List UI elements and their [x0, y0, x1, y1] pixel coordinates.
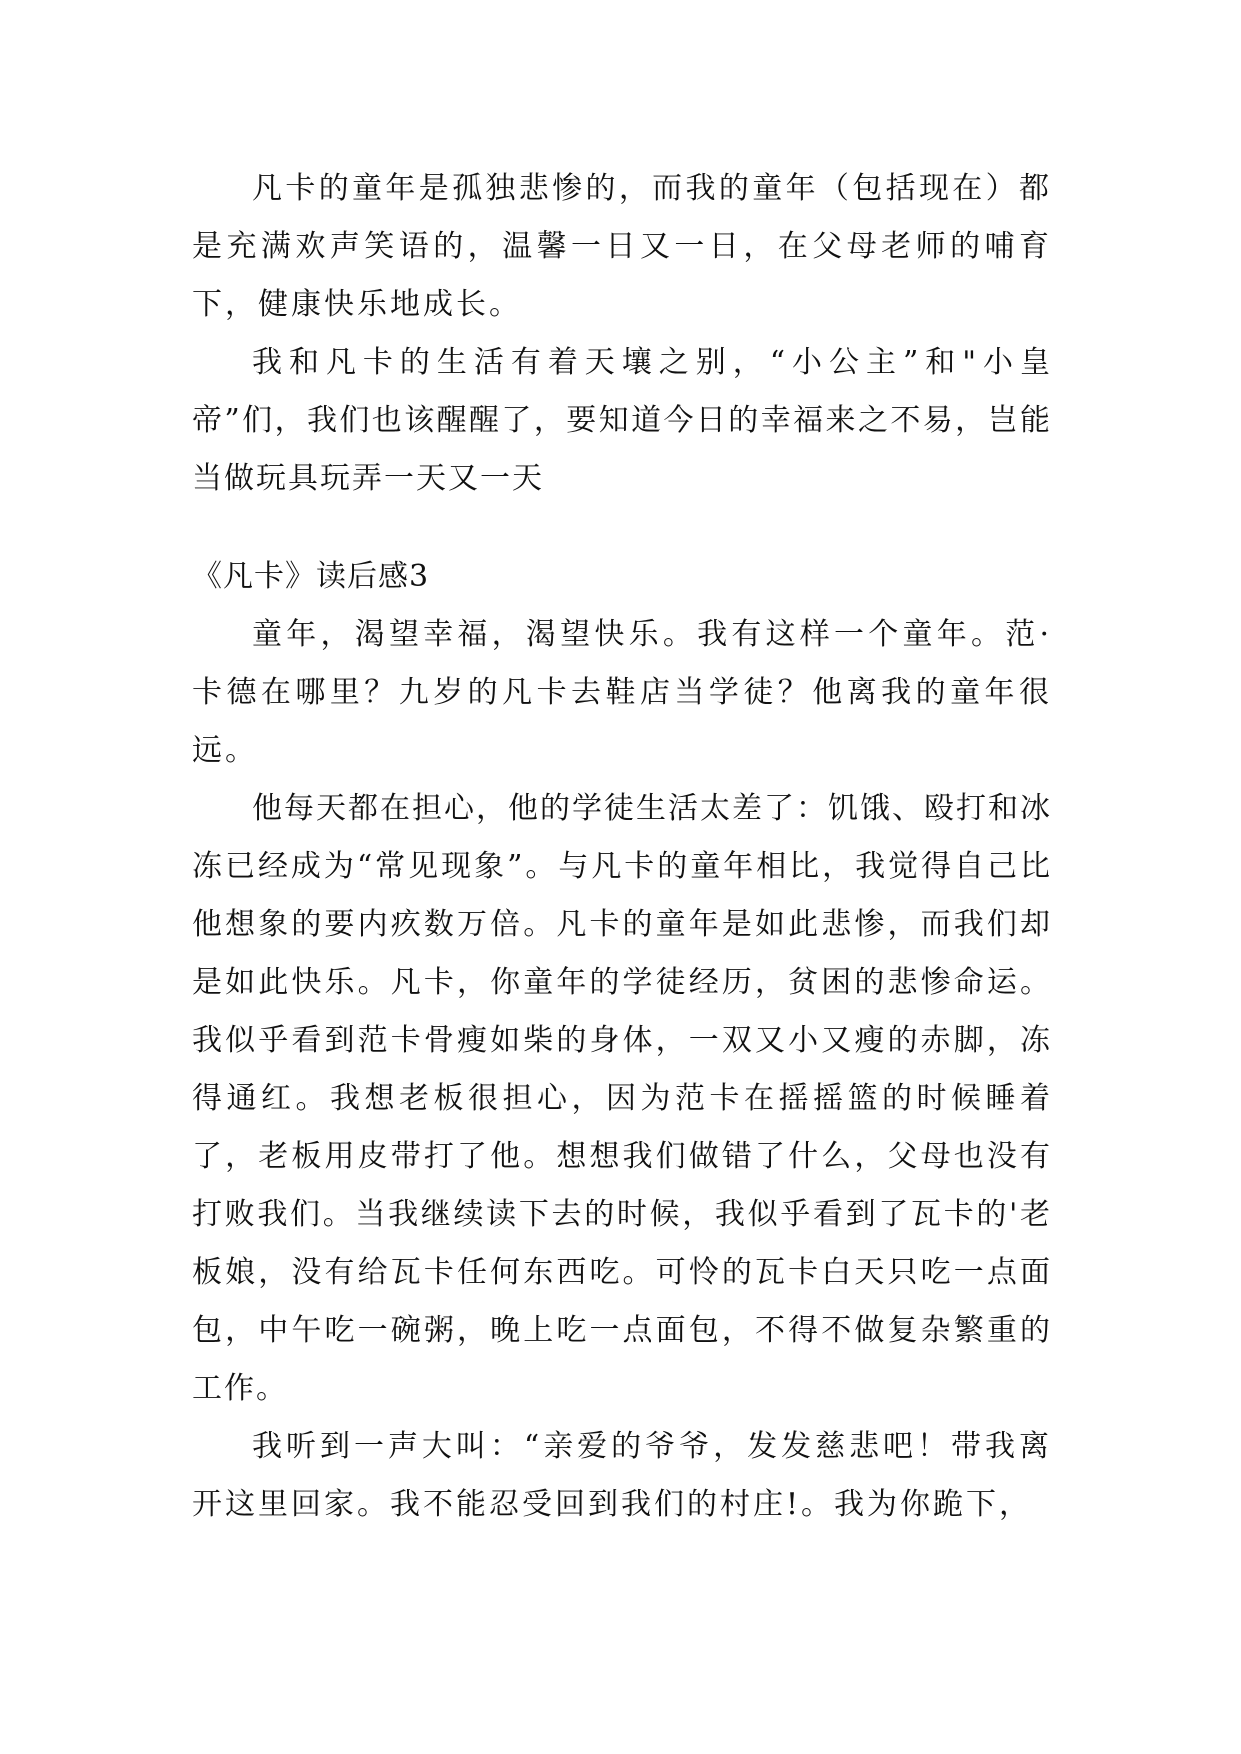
paragraph-3: 童年，渴望幸福，渴望快乐。我有这样一个童年。范·卡德在哪里？九岁的凡卡去鞋店当学徒？他离我的童年很远。: [192, 617, 1052, 768]
document-body: [192, 160, 1052, 1534]
paragraph-1: 凡卡的童年是孤独悲惨的，而我的童年（包括现在）都是充满欢声笑语的，温馨一日又一日，在父母老师的哺育下，健康快乐地成长。: [192, 171, 1052, 322]
paragraph-4: 他每天都在担心，他的学徒生活太差了：饥饿、殴打和冰冻已经成为“常见现象”。与凡卡的童年相比，我觉得自己比他想象的要内疚数万倍。凡卡的童年是如此悲惨，而我们却是如此快乐。凡卡，你童年的学徒经历，贫困的悲惨命运。我似乎看到范卡骨瘦如柴的身体，一双又小又瘦的赤脚，冻得通红。我想老板很担心，因为范卡在摇摇篮的时候睡着了，老板用皮带打了他。想想我们做错了什么，父母也没有打败我们。当我继续读下去的时候，我似乎看到了瓦卡的'老板娘，没有给瓦卡任何东西吃。可怜的瓦卡白天只吃一点面包，中午吃一碗粥，晚上吃一点面包，不得不做复杂繁重的工作。: [192, 791, 1052, 1406]
paragraph-2: 我和凡卡的生活有着天壤之别，“小公主”和"小皇帝”们，我们也该醒醒了，要知道今日的幸福来之不易，岂能当做玩具玩弄一天又一天: [192, 345, 1052, 496]
section-spacer: [192, 508, 1052, 548]
section-title: 《凡卡》读后感3: [192, 559, 430, 594]
paragraph-5: 我听到一声大叫：“亲爱的爷爷，发发慈悲吧！带我离开这里回家。我不能忍受回到我们的村庄!。我为你跪下，: [192, 1429, 1052, 1522]
